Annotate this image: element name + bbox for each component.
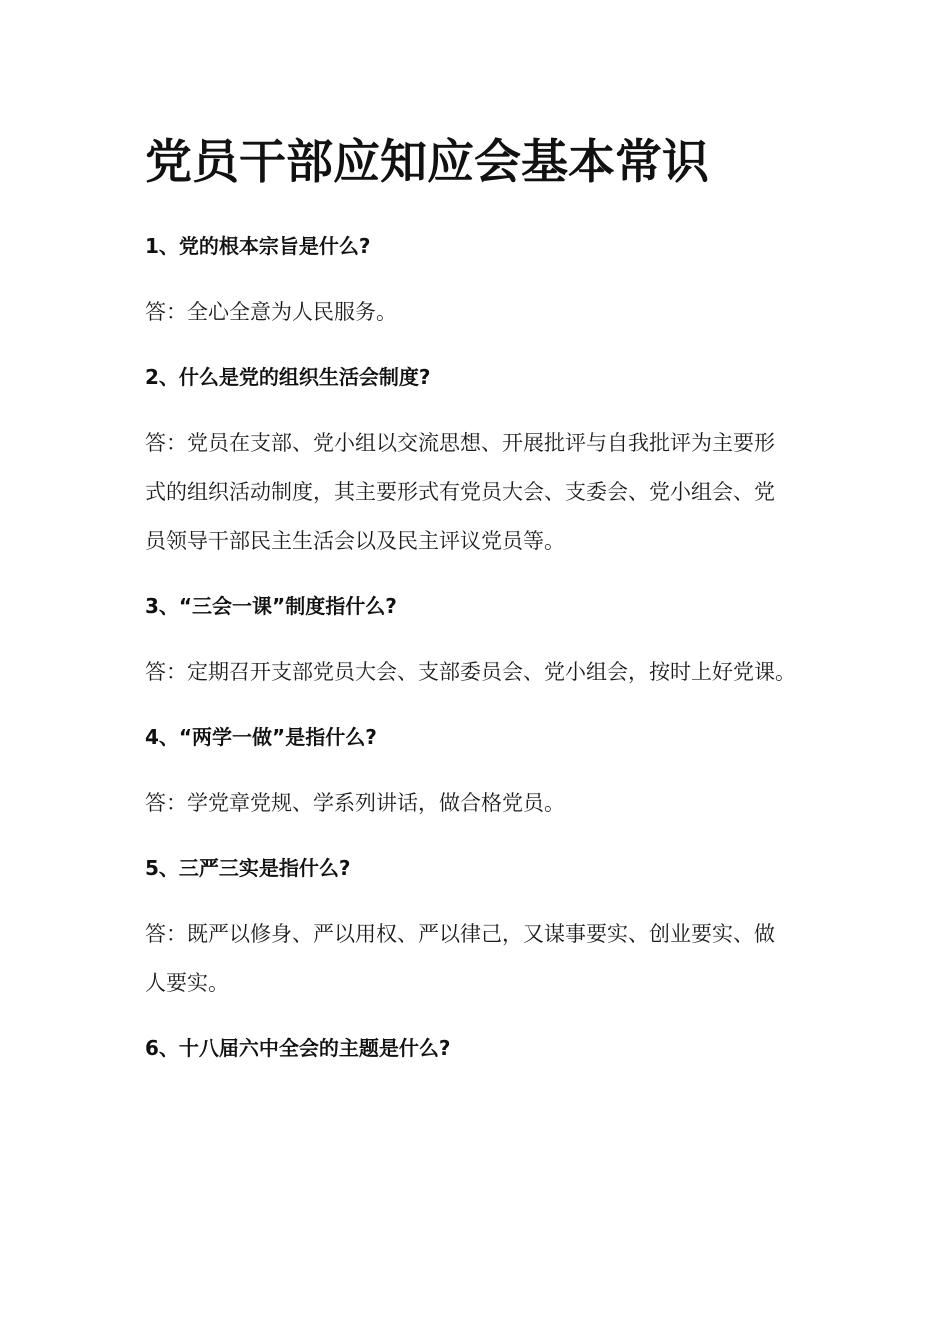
answer-2-line-3: 员领导干部民主生活会以及民主评议党员等。 [145,529,565,553]
question-4: 4、“两学一做”是指什么? [145,725,377,749]
question-5: 5、三严三实是指什么? [145,856,351,880]
answer-2 [145,419,800,566]
qa-item-4 [145,722,800,828]
answer-3: 答：定期召开支部党员大会、支部委员会、党小组会，按时上好党课。 [145,660,796,684]
answer-2-line-2: 式的组织活动制度，其主要形式有党员大会、支委会、党小组会、党 [145,480,775,504]
answer-5-line-2: 人要实。 [145,971,229,995]
qa-item-3 [145,591,800,697]
question-1: 1、党的根本宗旨是什么? [145,234,371,258]
answer-5 [145,910,800,1008]
qa-item-2 [145,362,800,566]
answer-4: 答：学党章党规、学系列讲话，做合格党员。 [145,791,565,815]
question-3: 3、“三会一课”制度指什么? [145,594,397,618]
answer-5-line-1: 答：既严以修身、严以用权、严以律己，又谋事要实、创业要实、做 [145,922,775,946]
qa-item-6 [145,1033,800,1063]
question-2: 2、什么是党的组织生活会制度? [145,365,431,389]
answer-2-line-1: 答：党员在支部、党小组以交流思想、开展批评与自我批评为主要形 [145,431,775,455]
qa-item-5 [145,853,800,1008]
question-6: 6、十八届六中全会的主题是什么? [145,1036,451,1060]
page-title: 党员干部应知应会基本常识 [145,135,709,190]
qa-item-1 [145,231,800,337]
answer-1: 答：全心全意为人民服务。 [145,300,397,324]
